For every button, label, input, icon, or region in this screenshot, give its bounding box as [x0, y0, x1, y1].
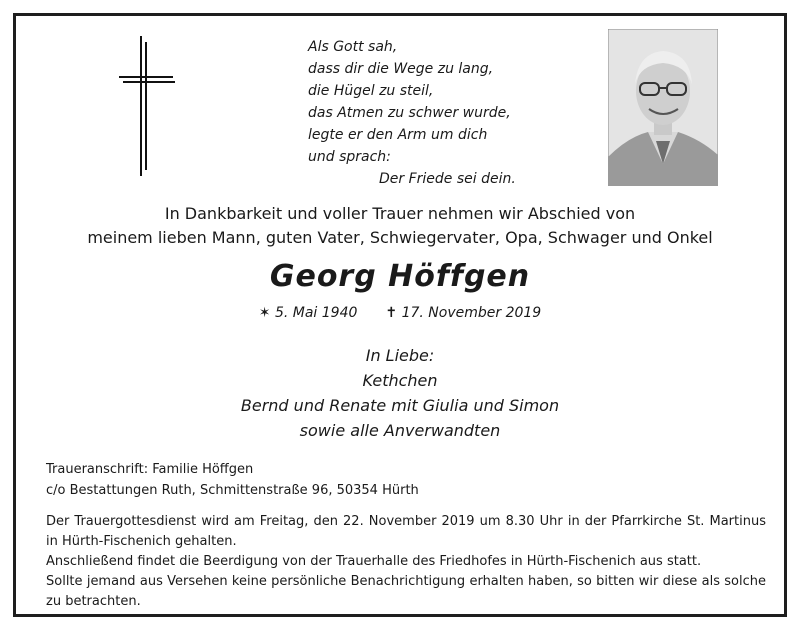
thanks-line: meinem lieben Mann, guten Vater, Schwiegervater, Opa, Schwager und Onkel: [87, 228, 713, 247]
poem-line: legte er den Arm um dich: [308, 127, 488, 143]
portrait-photo: [608, 29, 718, 186]
mourning-address: [46, 459, 419, 501]
thanks-text: [16, 202, 784, 250]
poem-line: Als Gott sah,: [308, 39, 398, 55]
birth-date: ✶ 5. Mai 1940: [258, 305, 358, 321]
mourners-line: Kethchen: [362, 371, 438, 390]
poem-closing-line: Der Friede sei dein.: [379, 171, 516, 187]
poem-line: und sprach:: [308, 149, 391, 165]
life-dates: [16, 305, 784, 321]
service-paragraph: Der Trauergottesdienst wird am Freitag, den 22. November 2019 um 8.30 Uhr in der Pfarrkirche St. Martinus in Hürth-Fischenich gehalten.: [46, 514, 766, 549]
obituary-frame: [13, 13, 787, 617]
poem: [308, 36, 548, 190]
mourners: [16, 343, 784, 443]
thanks-line: In Dankbarkeit und voller Trauer nehmen wir Abschied von: [164, 204, 636, 223]
death-date: ✝ 17. November 2019: [385, 305, 542, 321]
poem-line: dass dir die Wege zu lang,: [308, 61, 494, 77]
address-line: Traueranschrift: Familie Höffgen: [46, 462, 254, 477]
service-paragraph: Sollte jemand aus Versehen keine persönliche Benachrichtigung erhalten haben, so bitten wir diese als solche zu betrachten.: [46, 574, 766, 609]
poem-line: das Atmen zu schwer wurde,: [308, 105, 511, 121]
mourners-line: Bernd und Renate mit Giulia und Simon: [240, 396, 560, 415]
poem-line: die Hügel zu steil,: [308, 83, 434, 99]
mourners-line: In Liebe:: [365, 346, 435, 365]
cross-icon: [117, 36, 177, 176]
deceased-name: Georg Höffgen: [269, 259, 531, 294]
mourners-line: sowie alle Anverwandten: [299, 421, 501, 440]
service-info: [46, 512, 766, 612]
address-line: c/o Bestattungen Ruth, Schmittenstraße 96, 50354 Hürth: [46, 483, 419, 498]
service-paragraph: Anschließend findet die Beerdigung von der Trauerhalle des Friedhofes in Hürth-Fischenich aus statt.: [46, 554, 702, 569]
